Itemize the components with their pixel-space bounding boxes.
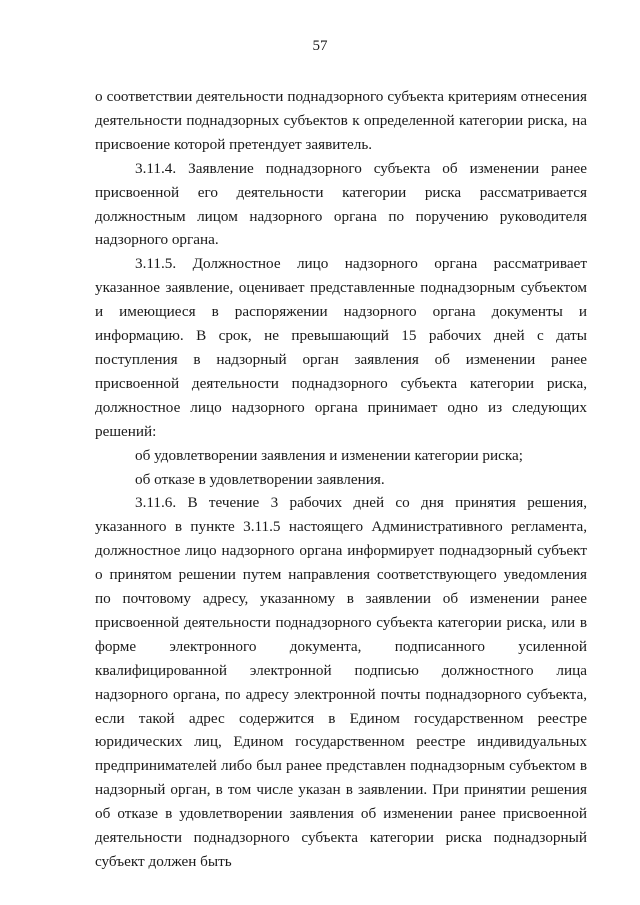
list-item: об отказе в удовлетворении заявления. (135, 470, 385, 488)
paragraph: 3.11.6. В течение 3 рабочих дней со дня принятия решения, указанного в пункте 3.11.5 настоящего Административного регламента, должностное лицо надзорного органа информирует поднадзорный субъект о принятом решении путем направления соответствующего уведомления по почтовому адресу, указанному в заявлении об изменении ранее присвоенной деятельности поднадзорного субъекта категории риска, или в форме электронного документа, подписанного усиленной квалифицированной электронной подписью должностного лица надзорного органа, по адресу электронной почты поднадзорного субъекта, если такой адрес содержится в Едином государственном реестре юридических лиц, Едином государственном реестре индивидуальных предпринимателей либо был ранее представлен поднадзорным субъектом в надзорный орган, в том числе указан в заявлении. При принятии решения об отказе в удовлетворении заявления об изменении ранее присвоенной деятельности поднадзорного субъекта категории риска поднадзорный субъект должен быть (95, 494, 587, 870)
paragraph: 3.11.4. Заявление поднадзорного субъекта об изменении ранее присвоенной его деятельности категории риска рассматривается должностным лицом надзорного органа по поручению руководителя надзорного органа. (95, 159, 587, 249)
list-item: об удовлетворении заявления и изменении категории риска; (135, 446, 524, 464)
page-number: 57 (312, 38, 328, 54)
paragraph: 3.11.5. Должностное лицо надзорного органа рассматривает указанное заявление, оценивает представленные поднадзорным субъектом и имеющиеся в распоряжении надзорного органа документы и информацию. В срок, не превышающий 15 рабочих дней с даты поступления в надзорный орган заявления об изменении ранее присвоенной деятельности поднадзорного субъекта категории риска, должностное лицо надзорного органа принимает одно из следующих решений: (95, 255, 587, 440)
paragraph: о соответствии деятельности поднадзорного субъекта критериям отнесения деятельности поднадзорных субъектов к определенной категории риска, на присвоение которой претендует заявитель. (95, 88, 587, 153)
document-body (95, 85, 587, 874)
